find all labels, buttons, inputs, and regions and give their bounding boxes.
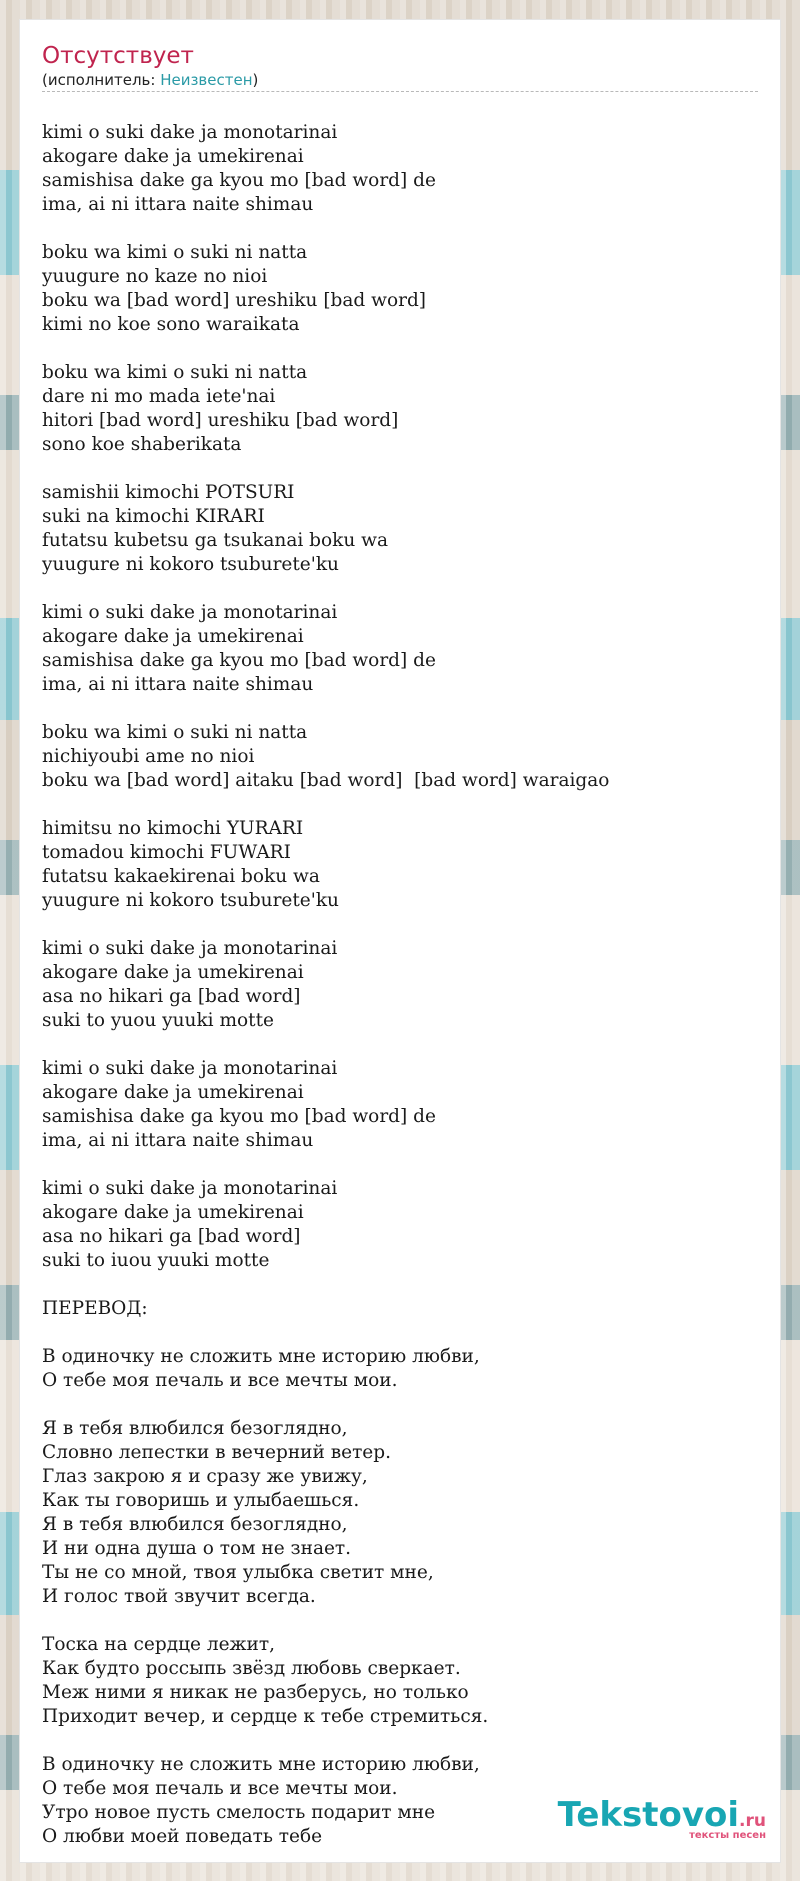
lyrics-line: Приходит вечер, и сердце к тебе стремиться. [42,1706,489,1727]
lyrics-line: tomadou kimochi FUWARI [42,842,291,863]
lyrics-line: kimi o suki dake ja monotarinai [42,1058,338,1079]
lyrics-text [42,121,762,1849]
lyrics-line: futatsu kakaekirenai boku wa [42,866,320,887]
lyrics-line: akogare dake ja umekirenai [42,146,304,167]
lyrics-blank-line [42,1153,762,1177]
artist-prefix: (исполнитель: [42,71,161,89]
lyrics-line: В одиночку не сложить мне историю любви, [42,1346,480,1367]
lyrics-line: asa no hikari ga [bad word] [42,986,301,1007]
lyrics-line: suki na kimochi KIRARI [42,506,265,527]
lyrics-blank-line [42,217,762,241]
lyrics-line: sono koe shaberikata [42,434,242,455]
lyrics-line: samishisa dake ga kyou mo [bad word] de [42,170,436,191]
lyrics-blank-line [42,1033,762,1057]
logo-brand: Tekstovoi [557,1795,740,1835]
lyrics-line: ima, ai ni ittara naite shimau [42,1130,314,1151]
lyrics-line: boku wa [bad word] ureshiku [bad word] [42,290,427,311]
lyrics-line: dare ni mo mada iete'nai [42,386,276,407]
lyrics-line: yuugure ni kokoro tsuburete'ku [42,554,339,575]
lyrics-line: kimi o suki dake ja monotarinai [42,1178,338,1199]
lyrics-line: akogare dake ja umekirenai [42,1202,304,1223]
lyrics-line: yuugure ni kokoro tsuburete'ku [42,890,339,911]
lyrics-line: Меж ними я никак не разберусь, но только [42,1682,469,1703]
lyrics-line: akogare dake ja umekirenai [42,962,304,983]
lyrics-line: kimi o suki dake ja monotarinai [42,122,338,143]
lyrics-line: samishisa dake ga kyou mo [bad word] de [42,650,436,671]
lyrics-line: akogare dake ja umekirenai [42,1082,304,1103]
lyrics-line: suki to yuou yuuki motte [42,1010,274,1031]
lyrics-line: yuugure no kaze no nioi [42,266,268,287]
lyrics-line: boku wa kimi o suki ni natta [42,362,308,383]
lyrics-blank-line [42,1729,762,1753]
lyrics-line: kimi o suki dake ja monotarinai [42,602,338,623]
lyrics-line: kimi o suki dake ja monotarinai [42,938,338,959]
logo-tld: .ru [739,1811,766,1831]
song-subtitle [42,70,758,92]
lyrics-blank-line [42,457,762,481]
lyrics-line: Я в тебя влюбился безоглядно, [42,1418,348,1439]
lyrics-blank-line [42,1393,762,1417]
lyrics-line: Тоска на сердце лежит, [42,1634,275,1655]
lyrics-line: boku wa [bad word] aitaku [bad word] [bad word] waraigao [42,770,610,791]
lyrics-line: И голос твой звучит всегда. [42,1586,316,1607]
lyrics-blank-line [42,697,762,721]
lyrics-blank-line [42,1273,762,1297]
lyrics-line: kimi no koe sono waraikata [42,314,300,335]
lyrics-line: Как будто россыпь звёзд любовь сверкает. [42,1658,461,1679]
lyrics-line: akogare dake ja umekirenai [42,626,304,647]
lyrics-blank-line [42,793,762,817]
lyrics-line: Глаз закрою я и сразу же увижу, [42,1466,368,1487]
lyrics-line: hitori [bad word] ureshiku [bad word] [42,410,399,431]
lyrics-blank-line [42,913,762,937]
lyrics-line: О тебе моя печаль и все мечты мои. [42,1370,398,1391]
lyrics-line: Словно лепестки в вечерний ветер. [42,1442,391,1463]
lyrics-line: futatsu kubetsu ga tsukanai boku wa [42,530,389,551]
lyrics-blank-line [42,577,762,601]
lyrics-blank-line [42,337,762,361]
lyrics-line: В одиночку не сложить мне историю любви, [42,1754,480,1775]
site-logo[interactable] [557,1795,766,1841]
lyrics-line: Утро новое пусть смелость подарит мне [42,1802,436,1823]
artist-link[interactable]: Неизвестен [160,71,253,89]
lyrics-line: ima, ai ni ittara naite shimau [42,674,314,695]
lyrics-line: ПЕРЕВОД: [42,1298,148,1319]
lyrics-blank-line [42,1321,762,1345]
lyrics-line: boku wa kimi o suki ni natta [42,242,308,263]
song-title: Отсутствует [42,43,194,69]
artist-suffix: ) [252,71,259,89]
lyrics-line: О любви моей поведать тебе [42,1826,323,1847]
lyrics-blank-line [42,1609,762,1633]
lyrics-line: asa no hikari ga [bad word] [42,1226,301,1247]
lyrics-line: ima, ai ni ittara naite shimau [42,194,314,215]
lyrics-line: suki to iuou yuuki motte [42,1250,270,1271]
lyrics-line: boku wa kimi o suki ni natta [42,722,308,743]
lyrics-line: himitsu no kimochi YURARI [42,818,304,839]
lyrics-line: samishii kimochi POTSURI [42,482,295,503]
lyrics-card [20,20,780,1862]
lyrics-line: samishisa dake ga kyou mo [bad word] de [42,1106,436,1127]
lyrics-line: О тебе моя печаль и все мечты мои. [42,1778,398,1799]
lyrics-line: И ни одна душа о том не знает. [42,1538,352,1559]
logo-tagline: тексты песен [689,1830,766,1841]
lyrics-line: Ты не со мной, твоя улыбка светит мне, [42,1562,434,1583]
lyrics-line: Как ты говоришь и улыбаешься. [42,1490,360,1511]
lyrics-line: nichiyoubi ame no nioi [42,746,255,767]
lyrics-line: Я в тебя влюбился безоглядно, [42,1514,348,1535]
